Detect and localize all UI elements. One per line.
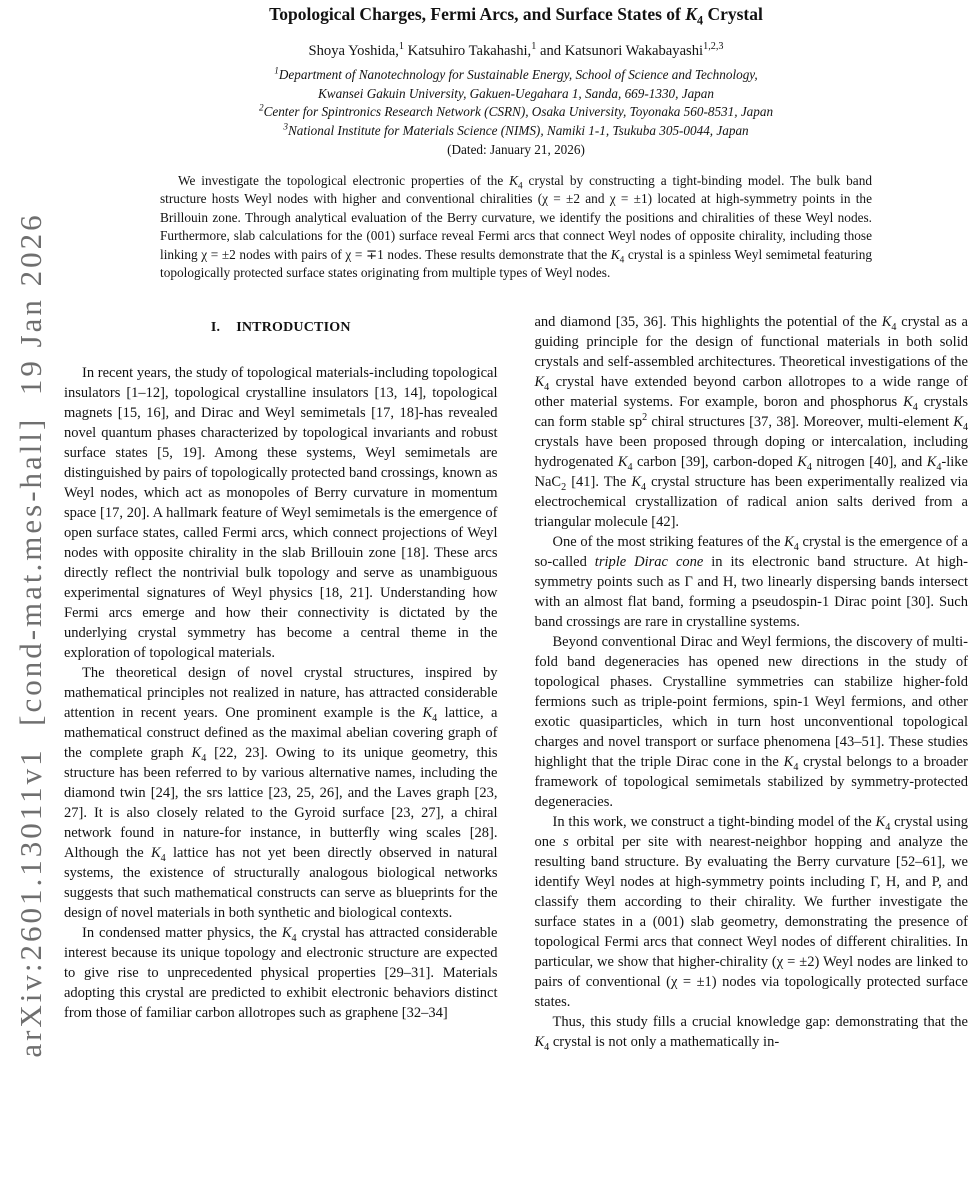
paragraph: Thus, this study fills a crucial knowledge gap: demonstrating that the $K_4$ crystal is not only a mathematically in- <box>534 1014 968 1054</box>
left-column-paragraphs <box>64 363 498 1023</box>
affiliation-line: $^2$Center for Spintronics Research Network (CSRN), Osaka University, Toyonaka 560-8531, Japan <box>258 102 774 120</box>
paragraph: In this work, we construct a tight-binding model of the $K_4$ crystal using one s orbital per site with nearest-neighbor hopping and analyze the resulting band structure. By evaluating the Berry curvature [52–61], we identify Weyl nodes at high-symmetry points including Γ, H, and P, and classify them according to their chirality. We further investigate the surface states in a (001) slab geometry, demonstrating the presence of topological Fermi arcs that connect Weyl nodes of different chiralities. In particular, we show that higher-chirality (χ = ±2) Weyl nodes are linked to pairs of conventional (χ = ±1) nodes via topologically protected surface states. <box>534 814 968 1011</box>
paragraph: and diamond [35, 36]. This highlights the potential of the $K_4$ crystal as a guiding principle for the design of functional materials in both solid crystals and self-assembled architectures. Theoretical investigations of the $K_4$ crystal have extended beyond carbon allotropes to a wide range of other material systems. For example, boron and phosphorus $K_4$ crystals can form stable $sp^2$ chiral structures [37, 38]. Moreover, multi-element $K_4$ crystals have been proposed through doping or intercalation, including hydrogenated $K_4$ carbon [39], carbon-doped $K_4$ nitrogen [40], and $K_4$-like NaC$_2$ [41]. The $K_4$ crystal structure has been experimentally realized via electrochemical crystallization of radical anion salts derived from a triangular molecule [42]. <box>534 314 968 531</box>
affiliations-block <box>64 66 968 140</box>
paper-title: Topological Charges, Fermi Arcs, and Surface States of $K_4$ Crystal <box>269 4 763 28</box>
right-column <box>535 312 969 1052</box>
paragraph: The theoretical design of novel crystal structures, inspired by mathematical principles not realized in nature, has attracted considerable attention in recent years. One prominent example is the $K_4$ lattice, a mathematical construct defined as the maximal abelian covering graph of the complete graph $K_4$ [22, 23]. Owing to its unique geometry, this structure has been referred to by various alternative names, including the diamond twin [24], the srs lattice [23, 25, 26], and the Laves graph [23, 27]. It is also closely related to the Gyroid surface [23, 27], a chiral network found in nature-for instance, in butterfly wing scales [28]. Although the $K_4$ lattice has not yet been directly observed in natural systems, the existence of structurally analogous biological networks suggests that such mathematical constructs can serve as blueprints for the design of novel materials in both synthetic and biological contexts. <box>64 665 498 922</box>
paragraph: One of the most striking features of the $K_4$ crystal is the emergence of a so-called triple Dirac cone in its electronic band structure. At high-symmetry points such as Γ and H, two linearly dispersing bands intersect with an almost flat band, forming a pseudospin-1 Dirac point [30]. Such band crossings are rare in crystalline systems. <box>534 534 968 631</box>
paper-header <box>64 0 968 160</box>
arxiv-stamp: arXiv:2601.13011v1 [cond-mat.mes-hall] 19 Jan 2026 <box>13 212 48 1058</box>
left-column <box>64 312 498 1052</box>
two-column-body <box>64 312 968 1052</box>
dated-line: (Dated: January 21, 2026) <box>447 142 585 158</box>
paragraph: In condensed matter physics, the $K_4$ crystal has attracted considerable interest because its unique topology and electronic structure are expected to give rise to unprecedented physical properties [29–31]. Materials adopting this crystal are predicted to exhibit electronic behaviors distinct from those of familiar carbon allotropes such as graphene [32–34] <box>64 925 498 1022</box>
affiliation-line: $^3$National Institute for Materials Science (NIMS), Namiki 1-1, Tsukuba 305-0044, Japan <box>283 121 749 138</box>
paper-content <box>64 0 968 1052</box>
paragraph: In recent years, the study of topological materials-including topological insulators [1–12], topological crystalline insulators [13, 14], topological magnets [15, 16], and Dirac and Weyl semimetals [17, 18]-has revealed novel quantum phases characterized by topological invariants and robust surface states [5, 19]. Among these systems, Weyl semimetals are distinguished by pairs of topologically protected band crossings, known as Weyl nodes, which act as monopoles of Berry curvature in momentum space [17, 20]. A hallmark feature of Weyl semimetals is the emergence of open surface states, called Fermi arcs, which connect projections of Weyl nodes with opposite chirality in the slab Brillouin zone [18]. These arcs directly reflect the nontrivial bulk topology and serve as unambiguous experimental signatures of Weyl physics [18, 21]. Understanding how Fermi arcs emerge and how their connectivity is dictated by the underlying crystal symmetry has become a central theme in the exploration of topological materials. <box>64 365 498 662</box>
abstract: We investigate the topological electronic properties of the $K_4$ crystal by constructing a tight-binding model. The bulk band structure hosts Weyl nodes with higher and conventional chiralities (χ = ±2 and χ = ±1) located at high-symmetry points in the Brillouin zone. Through analytical evaluation of the Berry curvature, we identify the positions and chiralities of these Weyl nodes. Furthermore, slab calculations for the (001) surface reveal Fermi arcs that connect Weyl nodes of opposite chirality, including those linking χ = ±2 nodes with pairs of χ = ∓1 nodes. These results demonstrate that the $K_4$ crystal is a spinless Weyl semimetal featuring topologically protected surface states originating from multiple types of Weyl nodes. <box>160 172 872 280</box>
section-number: I. <box>210 320 221 336</box>
affiliation-line: Kwansei Gakuin University, Gakuen-Uegahara 1, Sanda, 669-1330, Japan <box>318 85 714 101</box>
affiliation-line: $^1$Department of Nanotechnology for Sustainable Energy, School of Science and Technology, <box>274 65 758 82</box>
section-heading <box>64 320 498 336</box>
authors-line: Shoya Yoshida,$^1$ Katsuhiro Takahashi,$^1$ and Katsunori Wakabayashi$^{1,2,3}$ <box>308 41 724 59</box>
section-title: INTRODUCTION <box>236 320 351 336</box>
paragraph: Beyond conventional Dirac and Weyl fermions, the discovery of multi-fold band degeneracies has opened new directions in the study of topological phases. Crystalline symmetries can stabilize higher-fold fermions such as triple-point fermions, spin-1 Weyl fermions, and other exotic quasiparticles, which in turn host unconventional topological charges and novel transport or surface phenomena [43–51]. These studies highlight that the triple Dirac cone in the $K_4$ crystal belongs to a broader framework of topological semimetals stabilized by symmetry-protected degeneracies. <box>534 634 968 811</box>
